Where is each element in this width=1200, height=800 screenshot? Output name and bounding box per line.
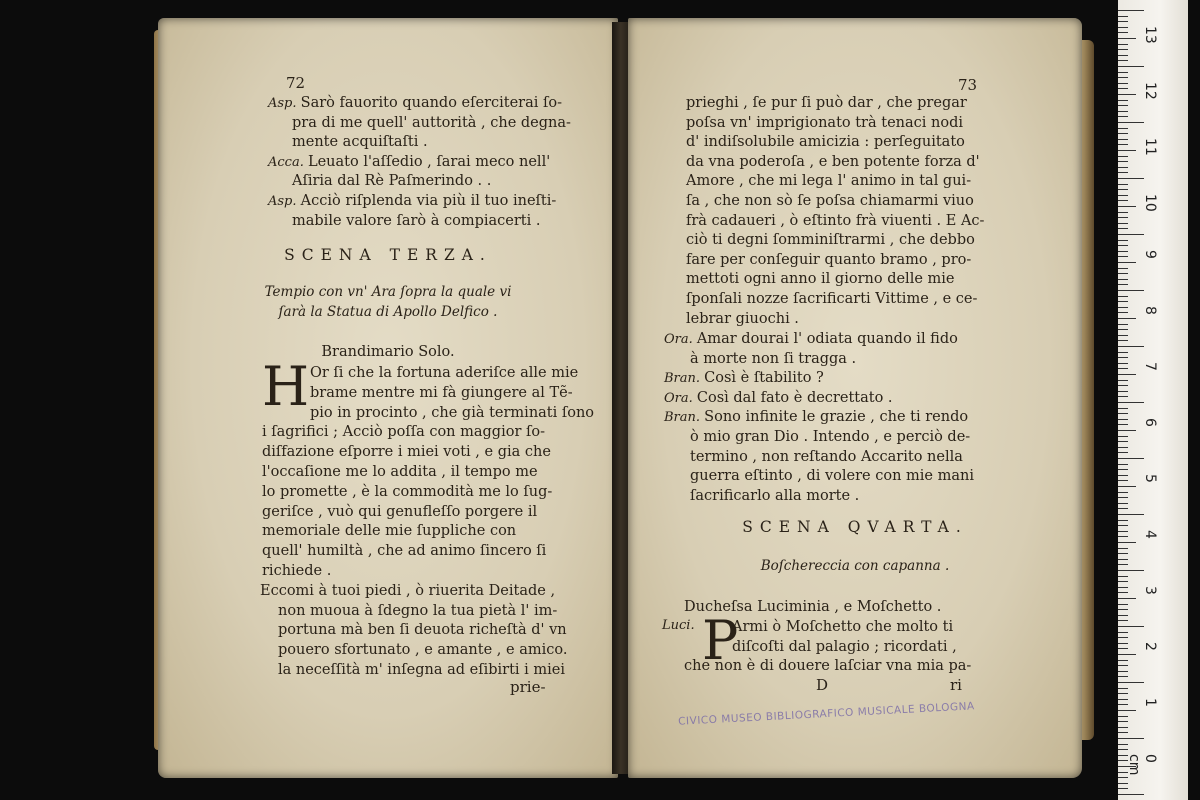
ruler-label: 0 cm — [1126, 754, 1158, 776]
ruler-tick — [1118, 419, 1128, 420]
ruler-tick — [1118, 156, 1128, 157]
line-text: Armi ò Moſchetto che molto ti — [732, 619, 954, 635]
line-text: Amar dourai l' odiata quando il fido — [696, 331, 958, 347]
line-text: Acciò riſplenda via più il tuo ineſti- — [300, 193, 557, 209]
ruler-tick — [1118, 693, 1128, 694]
ruler-tick — [1118, 83, 1128, 84]
ruler-tick — [1118, 16, 1128, 17]
line-text: pio in procinto , che già terminati ſono — [310, 404, 595, 421]
ruler-tick — [1118, 704, 1128, 705]
text-line — [262, 503, 537, 523]
ruler-tick — [1118, 307, 1128, 308]
ruler-tick — [1118, 284, 1128, 285]
ruler-label: 2 — [1142, 642, 1158, 651]
ruler-tick — [1118, 105, 1128, 106]
line-text: la neceſſità m' inſegna ad eſibirti i miei — [278, 662, 566, 678]
ruler-tick — [1118, 503, 1128, 504]
right-scene-heading: SCENA QVARTA. — [742, 518, 968, 536]
line-text: ſponſali nozze ſacrificarti Vittime , e ce- — [686, 291, 978, 307]
ruler-tick — [1118, 189, 1128, 190]
right-dropcap: P — [702, 609, 739, 672]
speaker-label: Asp. — [268, 194, 301, 209]
line-text: d' indiſsolubile amicizia : perſeguitato — [686, 134, 965, 151]
ruler-tick — [1118, 195, 1128, 196]
ruler-tick — [1118, 44, 1128, 45]
ruler-label: 6 — [1142, 418, 1158, 427]
ruler-tick — [1118, 486, 1136, 487]
left-scene-heading: SCENA TERZA. — [284, 246, 492, 264]
ruler-tick — [1118, 32, 1128, 33]
text-line — [278, 602, 557, 622]
ruler-tick — [1118, 520, 1128, 521]
line-text: poſsa vn' imprigionato trà tenaci nodi — [686, 114, 963, 131]
ruler-label: 9 — [1142, 250, 1158, 259]
ruler-tick — [1118, 744, 1128, 745]
ruler-tick — [1118, 234, 1144, 235]
text-line — [278, 621, 567, 641]
ruler-label: 1 — [1142, 698, 1158, 707]
ruler-tick — [1118, 256, 1128, 257]
ruler-tick — [1118, 794, 1144, 795]
line-text: lebrar giuochi . — [686, 310, 799, 327]
text-line — [270, 133, 428, 153]
line-text: mabile valore ſarò à compiacerti . — [292, 212, 541, 229]
text-line — [686, 172, 971, 192]
text-line — [686, 310, 799, 330]
speaker-label: Asp. — [268, 96, 301, 111]
ruler-tick — [1118, 245, 1128, 246]
ruler-tick — [1118, 329, 1128, 330]
ruler-tick — [1118, 497, 1128, 498]
line-text: diſfazione eſporre i miei voti , e gia che — [262, 444, 551, 461]
ruler-tick — [1118, 626, 1144, 627]
line-text: quell' humiltà , che ad animo ſincero ſi — [262, 543, 547, 560]
ruler-tick — [1118, 318, 1136, 319]
ruler-tick — [1118, 251, 1128, 252]
ruler-tick — [1118, 94, 1136, 95]
line-text: i ſagrifici ; Acciò poſſa con maggior ſo- — [262, 424, 545, 441]
text-line — [684, 657, 971, 677]
line-text: geriſce , vuò qui genufleſſo porgere il — [262, 503, 538, 520]
measurement-ruler — [1118, 0, 1188, 800]
ruler-label: 5 — [1142, 474, 1158, 483]
line-text: guerra eſtinto , di volere con mie mani — [690, 468, 974, 485]
right-character-line: Ducheſsa Luciminia , e Moſchetto . — [684, 599, 942, 615]
ruler-tick — [1118, 10, 1144, 11]
ruler-tick — [1118, 296, 1128, 297]
ruler-tick — [1118, 335, 1128, 336]
text-line — [686, 251, 971, 271]
ruler-tick — [1118, 228, 1128, 229]
right-scene-setting: Boſchereccia con capanna . — [760, 558, 950, 574]
text-line — [668, 350, 856, 370]
text-line — [668, 487, 859, 507]
ruler-tick — [1118, 430, 1136, 431]
ruler-tick — [1118, 688, 1128, 689]
text-line — [260, 582, 555, 602]
text-line — [686, 94, 967, 114]
ruler-tick — [1118, 38, 1136, 39]
text-line — [262, 542, 546, 562]
ruler-tick — [1118, 542, 1136, 543]
line-text: da vna poderoſa , e ben potente forza d' — [686, 153, 980, 170]
ruler-tick — [1118, 620, 1128, 621]
text-line — [668, 428, 970, 448]
ruler-tick — [1118, 570, 1144, 571]
text-line — [262, 522, 516, 542]
ruler-tick — [1118, 643, 1128, 644]
ruler-tick — [1118, 77, 1128, 78]
text-line — [668, 448, 963, 468]
ruler-tick — [1118, 301, 1128, 302]
speaker-label: Ora. — [664, 332, 697, 347]
speaker-label: Ora. — [664, 390, 697, 406]
text-line — [664, 330, 958, 350]
text-line — [310, 364, 578, 384]
text-line — [664, 389, 893, 409]
ruler-tick — [1118, 184, 1128, 185]
line-text: brame mentre mi fà giungere al Tẽ- — [310, 384, 573, 401]
ruler-tick — [1118, 116, 1128, 117]
line-text: à morte non ſi tragga . — [690, 350, 857, 367]
ruler-tick — [1118, 464, 1128, 465]
text-line — [686, 231, 975, 251]
line-text: pra di me quell' auttorità , che degna- — [292, 114, 571, 131]
ruler-tick — [1118, 660, 1128, 661]
ruler-tick — [1118, 150, 1136, 151]
text-line — [268, 153, 550, 173]
ruler-tick — [1118, 559, 1128, 560]
ruler-tick — [1118, 648, 1128, 649]
line-text: ſa , che non sò ſe poſsa chiamarmi viuo — [686, 193, 974, 209]
ruler-tick — [1118, 452, 1128, 453]
ruler-tick — [1118, 604, 1128, 605]
ruler-tick — [1118, 128, 1128, 129]
ruler-tick — [1118, 536, 1128, 537]
ruler-label: 13 — [1142, 26, 1158, 44]
line-text: Sono infinite le grazie , che ti rendo — [704, 409, 969, 426]
text-line — [686, 270, 954, 290]
ruler-tick — [1118, 408, 1128, 409]
ruler-tick — [1118, 167, 1128, 168]
text-line — [668, 467, 974, 487]
left-scene-setting-1: Tempio con vn' Ara ſopra la quale vi — [264, 284, 512, 300]
ruler-tick — [1118, 212, 1128, 213]
left-scene-setting-2: ſarà la Statua di Apollo Delfico . — [278, 304, 498, 320]
line-text: Leuato l'aſſedio , ſarai meco nell' — [307, 153, 551, 170]
line-text: frà cadaueri , ò eſtinto frà viuenti . E Ac- — [686, 212, 985, 229]
text-line — [310, 404, 594, 424]
ruler-tick — [1118, 716, 1128, 717]
text-line — [268, 94, 562, 114]
ruler-tick — [1118, 727, 1128, 728]
text-line — [270, 114, 571, 134]
ruler-tick — [1118, 447, 1128, 448]
line-text: mettoti ogni anno il giorno delle mie — [686, 271, 955, 288]
ruler-tick — [1118, 161, 1128, 162]
line-text: non muoua à ſdegno la tua pietà l' im- — [278, 602, 558, 619]
ruler-tick — [1118, 55, 1128, 56]
ruler-tick — [1118, 27, 1128, 28]
line-text: Amore , che mi lega l' animo in tal gui- — [686, 173, 972, 190]
ruler-tick — [1118, 346, 1144, 347]
ruler-tick — [1118, 581, 1128, 582]
line-text: pouero sfortunato , e amante , e amico. — [278, 642, 568, 659]
ruler-tick — [1118, 564, 1128, 565]
ruler-tick — [1118, 290, 1144, 291]
text-line — [268, 192, 556, 212]
ruler-label: 8 — [1142, 306, 1158, 315]
ruler-tick — [1118, 217, 1128, 218]
ruler-tick — [1118, 324, 1128, 325]
text-line — [732, 618, 953, 638]
line-text: richiede . — [262, 563, 332, 579]
ruler-tick — [1118, 139, 1128, 140]
ruler-tick — [1118, 402, 1144, 403]
ruler-tick — [1118, 508, 1128, 509]
line-text: ſacrificarlo alla morte . — [690, 487, 860, 504]
ruler-tick — [1118, 100, 1128, 101]
line-text: termino , non reſtando Accarito nella — [690, 448, 963, 465]
text-line — [664, 369, 824, 389]
ruler-tick — [1118, 312, 1128, 313]
ruler-tick — [1118, 144, 1128, 145]
ruler-tick — [1118, 531, 1128, 532]
text-line — [310, 384, 573, 404]
line-text: Eccomi à tuoi piedi , ò riuerita Deitade , — [260, 582, 556, 599]
speaker-label: Bran. — [664, 371, 705, 387]
ruler-tick — [1118, 710, 1136, 711]
text-line — [278, 641, 567, 661]
text-line — [262, 423, 545, 443]
line-text: Or ſi che la fortuna aderiſce alle mie — [310, 365, 579, 381]
ruler-tick — [1118, 385, 1128, 386]
ruler-tick — [1118, 469, 1128, 470]
ruler-tick — [1118, 273, 1128, 274]
ruler-tick — [1118, 206, 1136, 207]
left-dropcap: H — [262, 355, 310, 418]
ruler-tick — [1118, 682, 1144, 683]
ruler-tick — [1118, 352, 1128, 353]
line-text: che non è di douere laſciar vna mia pa- — [684, 658, 972, 675]
ruler-tick — [1118, 458, 1144, 459]
ruler-tick — [1118, 279, 1128, 280]
ruler-label: 11 — [1142, 138, 1158, 156]
speaker-label: Bran. — [664, 410, 705, 426]
ruler-tick — [1118, 654, 1136, 655]
line-text: memoriale delle mie ſuppliche con — [262, 523, 517, 540]
ruler-tick — [1118, 548, 1128, 549]
ruler-tick — [1118, 749, 1128, 750]
ruler-tick — [1118, 665, 1128, 666]
text-line — [262, 483, 552, 503]
ruler-tick — [1118, 576, 1128, 577]
ruler-label: 7 — [1142, 362, 1158, 371]
text-line — [686, 153, 980, 173]
ruler-tick — [1118, 732, 1128, 733]
ruler-tick — [1118, 172, 1128, 173]
ruler-tick — [1118, 200, 1128, 201]
ruler-tick — [1118, 413, 1128, 414]
left-page — [158, 18, 618, 778]
ruler-tick — [1118, 223, 1128, 224]
text-line — [270, 172, 491, 192]
line-text: mente acquiſtaſti . — [292, 134, 428, 151]
ruler-label: 3 — [1142, 586, 1158, 595]
ruler-tick — [1118, 637, 1128, 638]
ruler-tick — [1118, 380, 1128, 381]
line-text: lo promette , è la commodità me lo ſug- — [262, 483, 553, 500]
ruler-label: 4 — [1142, 530, 1158, 539]
ruler-tick — [1118, 699, 1128, 700]
ruler-tick — [1118, 492, 1128, 493]
text-line — [262, 443, 551, 463]
ruler-tick — [1118, 592, 1128, 593]
ruler-tick — [1118, 374, 1136, 375]
text-line — [686, 114, 963, 134]
line-text: fare per conſeguir quanto bramo , pro- — [686, 251, 972, 268]
line-text: diſcoſti dal palagio ; ricordati , — [732, 638, 957, 655]
speaker-label: Acca. — [268, 154, 308, 170]
ruler-tick — [1118, 676, 1128, 677]
right-page-number: 73 — [958, 76, 978, 94]
left-catchword: prie- — [510, 678, 546, 696]
text-line — [686, 192, 974, 212]
text-line — [732, 638, 957, 658]
line-text: ciò ti degni ſomminiſtrarmi , che debbo — [686, 232, 975, 249]
ruler-tick — [1118, 368, 1128, 369]
text-line — [686, 133, 965, 153]
right-page — [628, 18, 1082, 778]
line-text: Così dal fato è decrettato . — [696, 389, 893, 406]
ruler-tick — [1118, 553, 1128, 554]
ruler-tick — [1118, 49, 1128, 50]
library-stamp: CIVICO MUSEO BIBLIOGRAFICO MUSICALE BOLOGNA — [677, 700, 975, 728]
ruler-tick — [1118, 587, 1128, 588]
ruler-tick — [1118, 262, 1136, 263]
line-text: Aſiria dal Rè Paſmerindo . . — [292, 173, 492, 190]
ruler-tick — [1118, 88, 1128, 89]
ruler-label: 12 — [1142, 82, 1158, 100]
text-line — [686, 290, 977, 310]
ruler-tick — [1118, 525, 1128, 526]
ruler-tick — [1118, 441, 1128, 442]
ruler-tick — [1118, 738, 1144, 739]
ruler-tick — [1118, 436, 1128, 437]
line-text: l'occaſione me lo addita , il tempo me — [262, 464, 538, 480]
ruler-tick — [1118, 21, 1128, 22]
line-text: Così è ſtabilito ? — [704, 370, 824, 387]
ruler-label: 10 — [1142, 194, 1158, 212]
ruler-tick — [1118, 396, 1128, 397]
ruler-tick — [1118, 424, 1128, 425]
ruler-tick — [1118, 721, 1128, 722]
ruler-tick — [1118, 598, 1136, 599]
right-signature: D — [816, 676, 829, 694]
left-character-line: Brandimario Solo. — [321, 344, 455, 360]
ruler-tick — [1118, 66, 1144, 67]
ruler-tick — [1118, 609, 1128, 610]
text-line — [262, 463, 538, 483]
right-catchword: ri — [950, 676, 962, 694]
line-text: portuna mà ben ſi deuota richeſtà d' vn — [278, 622, 567, 639]
ruler-tick — [1118, 788, 1128, 789]
line-text: ò mio gran Dio . Intendo , e perciò de- — [690, 429, 971, 445]
ruler-tick — [1118, 357, 1128, 358]
text-line — [686, 212, 984, 232]
text-line — [262, 562, 331, 582]
ruler-tick — [1118, 391, 1128, 392]
left-page-number: 72 — [286, 74, 306, 92]
ruler-tick — [1118, 615, 1128, 616]
ruler-tick — [1118, 111, 1128, 112]
ruler-tick — [1118, 671, 1128, 672]
right-speaker-luci: Luci. — [662, 618, 695, 633]
ruler-tick — [1118, 240, 1128, 241]
ruler-tick — [1118, 178, 1144, 179]
ruler-tick — [1118, 133, 1128, 134]
ruler-tick — [1118, 475, 1128, 476]
text-line — [664, 408, 968, 428]
line-text: Sarò fauorito quando eſerciterai ſo- — [300, 95, 562, 111]
ruler-tick — [1118, 122, 1144, 123]
ruler-tick — [1118, 60, 1128, 61]
ruler-tick — [1118, 72, 1128, 73]
ruler-tick — [1118, 480, 1128, 481]
ruler-tick — [1118, 632, 1128, 633]
text-line — [270, 212, 540, 232]
line-text: prieghi , ſe pur ſi può dar , che pregar — [686, 95, 967, 111]
ruler-tick — [1118, 514, 1144, 515]
ruler-tick — [1118, 340, 1128, 341]
ruler-tick — [1118, 268, 1128, 269]
ruler-tick — [1118, 363, 1128, 364]
